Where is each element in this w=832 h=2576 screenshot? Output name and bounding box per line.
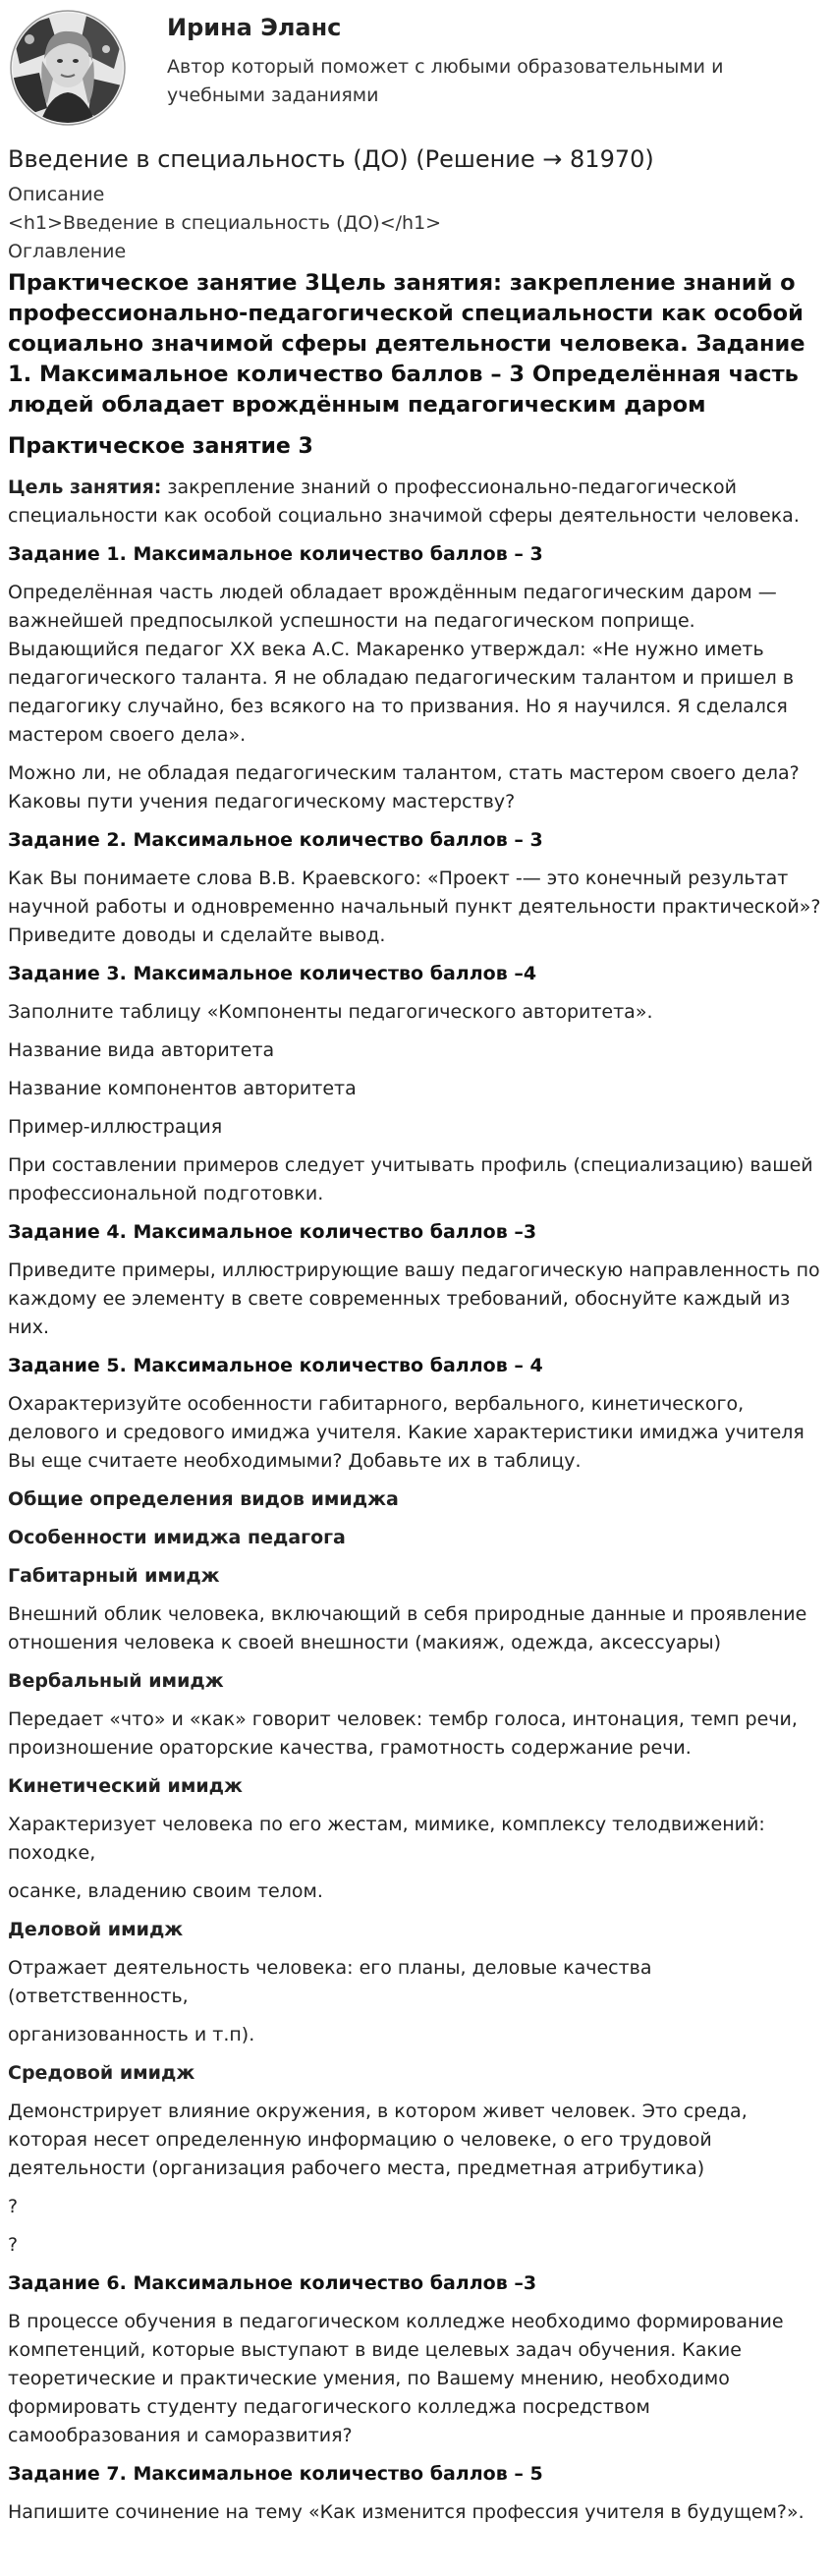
goal-text: закрепление знаний о профессионально-педагогической специальности как особой социально значимой сферы деятельности человека. [8,476,800,527]
question-mark-2: ? [8,2234,19,2256]
kinetic-image-text-2: осанке, владению своим телом. [8,1880,323,1902]
task-4-heading: Задание 4. Максимальное количество баллов –3 [8,1221,537,1243]
task-3-text: Заполните таблицу «Компоненты педагогического авторитета». [8,1001,653,1023]
environment-image-text: Демонстрирует влияние окружения, в котором живет человек. Это среда, которая несет определенную информацию о человеке, о его трудовой деятельности (организация рабочего места, предметная атрибутика) [8,2100,748,2179]
goal-label: Цель занятия: [8,476,162,498]
author-header [8,0,824,138]
author-info [167,10,776,110]
general-definitions-header: Общие определения видов имиджа [8,1488,399,1510]
task-7-text: Напишите сочинение на тему «Как изменится профессия учителя в будущем?». [8,2501,804,2523]
verbal-image-title: Вербальный имидж [8,1670,224,1692]
task-2-heading: Задание 2. Максимальное количество баллов – 3 [8,829,543,851]
section-heading: Практическое занятие 3 [8,434,313,459]
task-4-text: Приведите примеры, иллюстрирующие вашу педагогическую направленность по каждому ее элементу в свете современных требований, обоснуйте каждый из них. [8,1260,820,1338]
document-title: Введение в специальность (ДО) (Решение → 81970) [8,145,654,173]
task-6-text: В процессе обучения в педагогическом колледже необходимо формирование компетенций, которые выступают в виде целевых задач обучения. Какие теоретические и практические умения, по Вашему мнению, необходимо формировать студенту педагогического колледжа посредством самообразования и саморазвития? [8,2311,784,2446]
features-header: Особенности имиджа педагога [8,1527,346,1548]
task-5-heading: Задание 5. Максимальное количество баллов – 4 [8,1355,543,1376]
habitar-image-text: Внешний облик человека, включающий в себя природные данные и проявление отношения человека к своей внешности (макияж, одежда, аксессуары) [8,1603,807,1653]
task-3-column-2: Название компонентов авторитета [8,1078,357,1099]
question-mark-1: ? [8,2196,19,2217]
h1-code-line: <h1>Введение в специальность (ДО)</h1> [8,212,442,234]
goal-paragraph [8,474,824,531]
description-label: Описание [8,184,105,205]
business-image-text-1: Отражает деятельность человека: его планы, деловые качества (ответственность, [8,1957,652,2007]
author-name[interactable]: Ирина Эланс [167,14,342,41]
task-3-note: При составлении примеров следует учитывать профиль (специализацию) вашей профессиональной подготовки. [8,1154,813,1204]
habitar-image-title: Габитарный имидж [8,1565,220,1587]
kinetic-image-title: Кинетический имидж [8,1775,243,1797]
kinetic-image-text-1: Характеризует человека по его жестам, мимике, комплексу телодвижений: походке, [8,1814,765,1864]
business-image-title: Деловой имидж [8,1919,184,1940]
author-description: Автор который поможет с любыми образовательными и учебными заданиями [167,56,724,106]
task-1-question: Можно ли, не обладая педагогическим талантом, стать мастером своего дела? Каковы пути учения педагогическому мастерству? [8,762,800,812]
contents-label: Оглавление [8,241,127,262]
task-7-heading: Задание 7. Максимальное количество баллов – 5 [8,2463,543,2485]
business-image-text-2: организованность и т.п). [8,2024,255,2045]
task-5-text: Охарактеризуйте особенности габитарного, вербального, кинетического, делового и средового имиджа учителя. Какие характеристики имиджа учителя Вы еще считаете необходимыми? Добавьте их в таблицу. [8,1393,804,1472]
task-3-column-3: Пример-иллюстрация [8,1116,223,1138]
task-3-column-1: Название вида авторитета [8,1039,275,1061]
environment-image-title: Средовой имидж [8,2062,195,2084]
task-3-heading: Задание 3. Максимальное количество баллов –4 [8,963,537,984]
task-6-heading: Задание 6. Максимальное количество баллов –3 [8,2272,537,2294]
author-avatar[interactable] [10,10,126,126]
task-2-text: Как Вы понимаете слова В.В. Краевского: «Проект -— это конечный результат научной работы и одновременно начальный пункт деятельности практической»? Приведите доводы и сделайте вывод. [8,868,821,946]
summary-heading: Практическое занятие 3Цель занятия: закрепление знаний о профессионально-педагогической специальности как особой социально значимой сферы деятельности человека. Задание 1. Максимальное количество баллов – 3 Определённая часть людей обладает врождённым педагогическим даром [8,270,805,418]
task-1-heading: Задание 1. Максимальное количество баллов – 3 [8,543,543,565]
task-1-text: Определённая часть людей обладает врождённым педагогическим даром — важнейшей предпосылкой успешности на педагогическом поприще. Выдающийся педагог XX века А.С. Макаренко утверждал: «Не нужно иметь педагогического таланта. Я не обладаю педагогическим талантом и пришел в педагогику случайно, без всякого на то призвания. Но я научился. Я сделался мастером своего дела». [8,582,795,746]
verbal-image-text: Передает «что» и «как» говорит человек: тембр голоса, интонация, темп речи, произношение ораторские качества, грамотность содержание речи. [8,1708,798,1759]
